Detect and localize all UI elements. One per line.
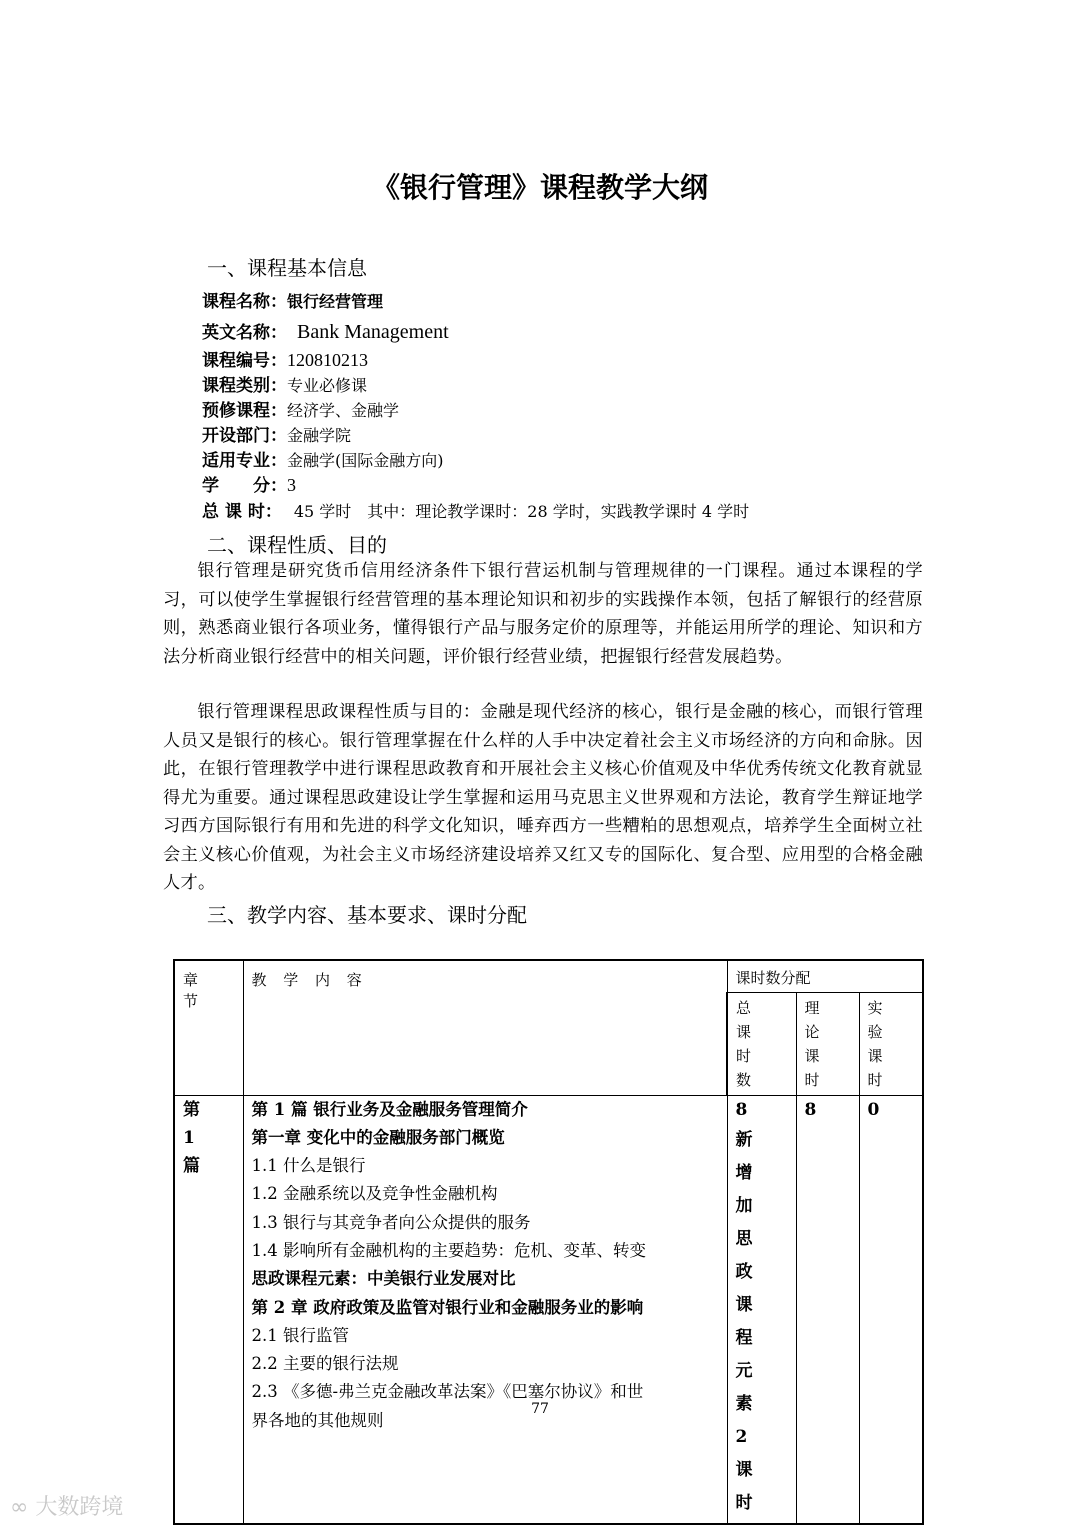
field-value: 银行经营管理: [287, 292, 384, 311]
section1-heading: 一、课程基本信息: [207, 256, 367, 280]
header-practice-hours: 实 验 课 时: [859, 992, 923, 1095]
field-english-name: [202, 318, 449, 344]
paragraph-1: 银行管理是研究货币信用经济条件下银行营运机制与管理规律的一门课程。通过本课程的学习，可以使学生掌握银行经营管理的基本理论知识和初步的实践操作本领，包括了解银行的经营原则，熟悉商业银行各项业务，懂得银行产品与服务定价的原理等，并能运用所学的理论、知识和方法分析商业银行经营中的相关问题，评价银行经营业绩，把握银行经营发展趋势。: [163, 561, 923, 667]
field-label: 适用专业：: [202, 451, 287, 471]
practice-hours-cell: 0: [859, 1095, 923, 1524]
field-total-hours: [202, 497, 749, 522]
field-course-type: [202, 371, 367, 396]
watermark-logo-icon: ∞: [10, 1495, 29, 1520]
header-hours-group: 课时数分配: [727, 960, 923, 992]
header-chapter: 章 节: [174, 960, 243, 1095]
field-value: 经济学、金融学: [287, 401, 400, 420]
content-line: 1.4 影响所有金融机构的主要趋势：危机、变革、转变: [251, 1240, 646, 1260]
field-value: 专业必修课: [287, 376, 368, 395]
header-theory-hours: 理 论 课 时: [796, 992, 859, 1095]
section2-heading: 二、课程性质、目的: [207, 533, 387, 557]
total-hours-note: 新增加思政课程元素 2 课时: [735, 1129, 763, 1513]
syllabus-table: [173, 959, 924, 1525]
field-label: 课程编号：: [202, 351, 287, 371]
field-value: 120810213: [287, 350, 368, 370]
field-label: 总 课 时：: [202, 502, 282, 522]
theory-hours-cell: 8: [796, 1095, 859, 1524]
header-total-hours: 总 课 时 数: [727, 992, 796, 1095]
content-line: 界各地的其他规则: [251, 1410, 384, 1430]
field-course-name: [202, 287, 383, 312]
total-hours-cell: [727, 1095, 796, 1524]
field-label: 开设部门：: [202, 426, 287, 446]
field-credits: [202, 471, 296, 496]
content-line: 2.1 银行监管: [251, 1325, 349, 1345]
total-hours-value: 8: [735, 1099, 748, 1120]
field-prerequisites: [202, 396, 399, 421]
content-line: 思政课程元素：中美银行业发展对比: [251, 1269, 516, 1289]
content-line: 2.2 主要的银行法规: [251, 1354, 399, 1374]
content-line: 第 2 章 政府政策及监管对银行业和金融服务业的影响: [251, 1297, 644, 1317]
field-major: [202, 446, 444, 471]
watermark: [10, 1490, 123, 1521]
field-course-code: [202, 346, 368, 371]
field-value: 3: [287, 475, 296, 495]
field-label: 课程类别：: [202, 376, 287, 396]
content-line: 1.3 银行与其竞争者向公众提供的服务: [251, 1212, 531, 1232]
field-department: [202, 421, 351, 446]
chapter-cell: 第 1 篇: [174, 1095, 243, 1524]
field-label: 课程名称：: [202, 292, 287, 312]
content-line: 1.1 什么是银行: [251, 1156, 366, 1176]
table-row: [174, 1095, 923, 1524]
content-line: 第 1 篇 银行业务及金融服务管理简介: [251, 1099, 528, 1119]
field-label: 学 分：: [202, 476, 287, 496]
watermark-text: 大数跨境: [35, 1495, 124, 1520]
page-title: 《银行管理》课程教学大纲: [371, 171, 708, 204]
table-header-row: [174, 960, 923, 992]
content-line: 1.2 金融系统以及竞争性金融机构: [251, 1184, 498, 1204]
field-value: 45 学时 其中：理论教学课时：28 学时，实践教学课时 4 学时: [293, 502, 750, 521]
content-cell: [243, 1095, 727, 1524]
paragraph-2: 银行管理课程思政课程性质与目的：金融是现代经济的核心，银行是金融的核心，而银行管理人员又是银行的核心。银行管理掌握在什么样的人手中决定着社会主义市场经济的方向和命脉。因此，在银行管理教学中进行课程思政教育和开展社会主义核心价值观及中华优秀传统文化教育就显得尤为重要。通过课程思政建设让学生掌握和运用马克思主义世界观和方法论，教育学生辩证地学习西方国际银行有用和先进的科学文化知识，唾弃西方一些糟粕的思想观点，培养学生全面树立社会主义核心价值观，为社会主义市场经济建设培养又红又专的国际化、复合型、应用型的合格金融人才。: [163, 702, 923, 893]
header-content: 教 学 内 容: [243, 960, 727, 1095]
field-value: 金融学(国际金融方向): [287, 451, 444, 470]
field-value: Bank Management: [297, 321, 449, 343]
page-number: 77: [531, 1401, 549, 1417]
field-label: 英文名称：: [202, 323, 287, 343]
content-line: 第一章 变化中的金融服务部门概览: [251, 1127, 505, 1147]
content-line: 2.3 《多德-弗兰克金融改革法案》《巴塞尔协议》和世: [251, 1382, 644, 1402]
section3-heading: 三、教学内容、基本要求、课时分配: [207, 903, 527, 927]
field-label: 预修课程：: [202, 401, 287, 421]
field-value: 金融学院: [287, 426, 352, 445]
